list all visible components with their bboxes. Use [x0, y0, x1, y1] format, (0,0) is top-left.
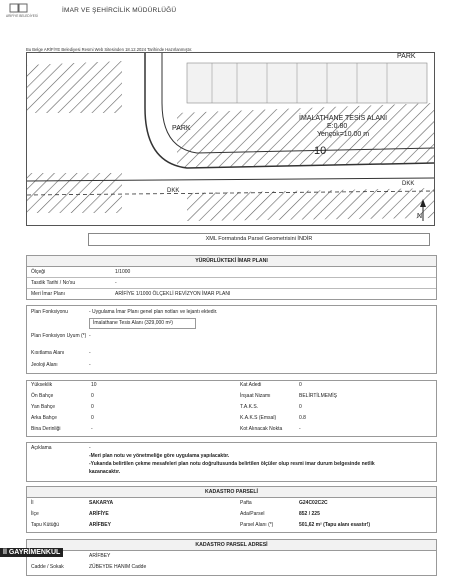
- plan-fonk-label: Plan Fonksiyonu: [31, 309, 68, 315]
- kadastro-label: Tapu Kütüğü: [31, 522, 60, 528]
- row-olcek: Ölçeği 1/1000: [27, 267, 436, 278]
- kadastro-value: 852 / 225: [299, 511, 320, 517]
- detay-label: Bina Derinliği: [31, 426, 61, 432]
- detay-label: Yükseklik: [31, 382, 53, 388]
- detay-value: 0.8: [299, 415, 306, 421]
- plan-fonk-value: İmalathane Tesis Alanı (329,000 m²): [93, 320, 173, 326]
- kadastro-table: [26, 497, 437, 533]
- kadastro-label: Ada/Parsel: [240, 511, 265, 517]
- north-label: N: [417, 213, 423, 220]
- section-title-yururluk: YÜRÜRLÜKTEKİ İMAR PLANI: [26, 255, 437, 267]
- detay-label: T.A.K.S.: [240, 404, 259, 410]
- detay-value: 0: [91, 415, 94, 421]
- kadastro-label: Pafta: [240, 500, 252, 506]
- kisitlama-value: -: [89, 350, 91, 356]
- label-park-2: PARK: [172, 125, 191, 132]
- detay-label: K.A.K.S (Emsal): [240, 415, 277, 421]
- label-tesis: İMALATHANE TESİS ALANI: [299, 115, 388, 122]
- watermark: İl GAYRİMENKUL: [0, 548, 63, 557]
- kadastro-value: 501,62 m² (Tapu alanı esastır!): [299, 522, 371, 528]
- section-title-adres: KADASTRO PARSEL ADRESİ: [26, 539, 437, 551]
- logo-caption: ARİFİYE BELEDİYESİ: [6, 14, 38, 18]
- label-dkk-1: DKK: [167, 188, 180, 194]
- detay-table: [26, 380, 437, 437]
- xml-download-button[interactable]: XML Formatında Parsel Geometrisini İNDİR: [88, 233, 430, 246]
- jeoloji-value: -: [89, 362, 91, 368]
- adres-value: ARİFBEY: [89, 553, 111, 559]
- municipality-logo: [6, 3, 58, 21]
- detay-label: Arka Bahçe: [31, 415, 57, 421]
- aciklama-label: Açıklama: [31, 445, 52, 451]
- row-tasdik: Tasdik Tarihi / No'su -: [27, 278, 436, 289]
- detay-label: Kat Adedi: [240, 382, 262, 388]
- jeoloji-label: Jeoloji Alanı: [31, 362, 58, 368]
- detay-value: 0: [299, 404, 302, 410]
- kadastro-value: SAKARYA: [89, 500, 114, 506]
- detay-label: Ön Bahçe: [31, 393, 54, 399]
- kadastro-value: ARİFBEY: [89, 522, 111, 528]
- detay-value: 0: [299, 382, 302, 388]
- adres-value: ZÜBEYDE HANIM Cadde: [89, 564, 147, 570]
- plan-uyum-value: -: [89, 333, 91, 339]
- map-note: Bu Belge ARİFİYE Belediyesi Resmi Web Sitesinden 18.12.2024 Tarihinde Hazırlanmıştır.: [26, 47, 193, 52]
- aciklama-table: [26, 442, 437, 482]
- kadastro-label: İlçe: [31, 511, 39, 517]
- detay-value: -: [91, 426, 93, 432]
- plan-uyum-label: Plan Fonksiyon Uyum (*): [31, 333, 87, 339]
- kadastro-value: G24C02C2C: [299, 500, 328, 506]
- label-emsal: E:0.80: [327, 123, 348, 130]
- kadastro-label: İl: [31, 500, 34, 506]
- detay-label: Kot Alınacak Nokta: [240, 426, 283, 432]
- detay-label: Yan Bahçe: [31, 404, 56, 410]
- label-dkk-2: DKK: [402, 181, 415, 187]
- section-title-kadastro: KADASTRO PARSELİ: [26, 486, 437, 498]
- aciklama-line: kazanacaktır.: [89, 469, 121, 475]
- org-title: İMAR VE ŞEHİRCİLİK MÜDÜRLÜĞÜ: [62, 7, 177, 14]
- kadastro-label: Parsel Alanı (*): [240, 522, 274, 528]
- adres-label: Cadde / Sokak: [31, 564, 64, 570]
- detay-value: BELİRTİLMEMİŞ: [299, 393, 337, 399]
- plan-fonk-value-box: [89, 318, 196, 329]
- label-yencok: Yençok=10.00 m: [317, 131, 370, 138]
- yururluk-table: [26, 266, 437, 300]
- detay-value: 0: [91, 404, 94, 410]
- detay-value: -: [299, 426, 301, 432]
- zoning-map[interactable]: [26, 52, 435, 226]
- adres-table: [26, 550, 437, 576]
- kisitlama-label: Kısıtlama Alanı: [31, 350, 65, 356]
- aciklama-line: -: [89, 445, 91, 451]
- label-height: 10: [314, 145, 327, 157]
- detay-value: 10: [91, 382, 97, 388]
- plan-fonk-note: - Uygulama İmar Planı genel plan notları ve lejantı ektedir.: [89, 309, 218, 315]
- detay-label: İnşaat Nizamı: [240, 393, 271, 399]
- label-park: PARK: [397, 53, 416, 60]
- row-meri: Meri İmar Planı ARİFİYE 1/1000 ÖLÇEKLİ REVİZYON İMAR PLANI: [31, 291, 231, 297]
- aciklama-line: -Yukarıda belirtilen çekme mesafeleri plan notu doğrultusunda belirtilen ölçüler olup resmi imar durum belgesinde netlik: [89, 461, 375, 467]
- kadastro-value: ARİFİYE: [89, 511, 109, 517]
- plan-fonk-table: [26, 305, 437, 374]
- detay-value: 0: [91, 393, 94, 399]
- aciklama-line: -Meri plan notu ve yönetmeliğe göre uygulama yapılacaktır.: [89, 453, 230, 459]
